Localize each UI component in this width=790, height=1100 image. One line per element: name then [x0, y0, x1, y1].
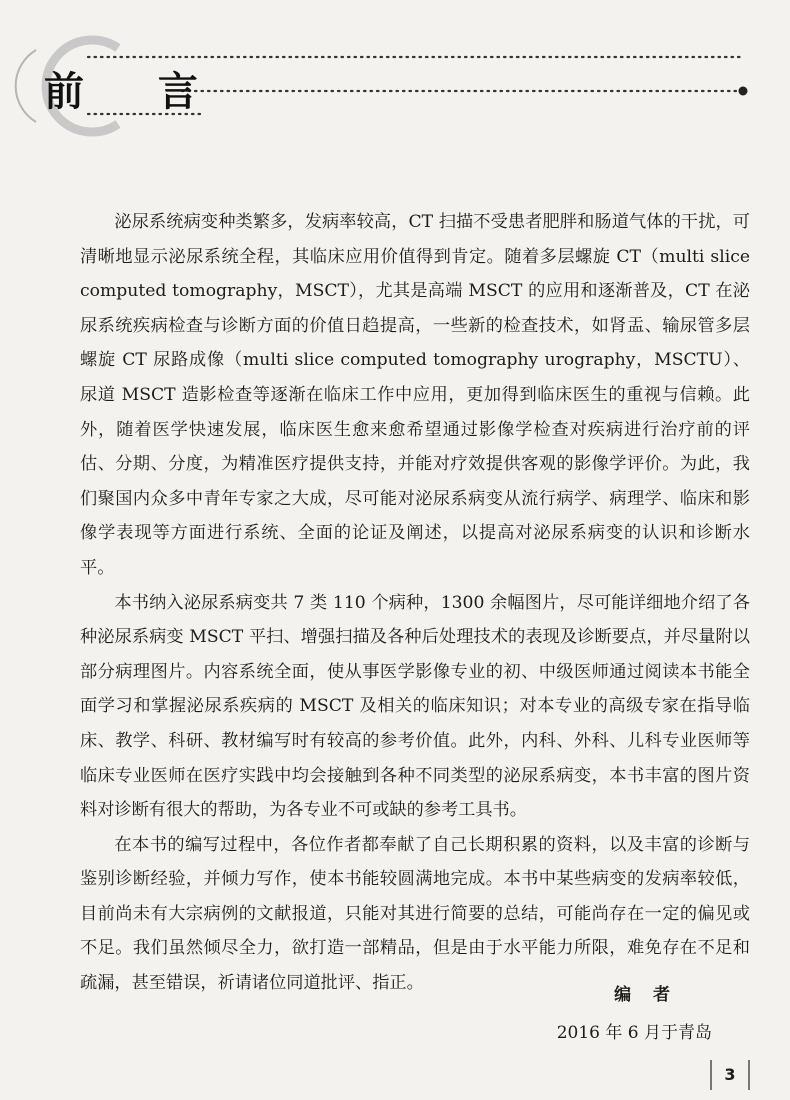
paragraph: 泌尿系统病变种类繁多，发病率较高，CT 扫描不受患者肥胖和肠道气体的干扰，可清晰地显示泌尿系统全程，其临床应用价值得到肯定。随着多层螺旋 CT（multi slice computed tomography，MSCT），尤其是高端 MSCT 的应用和逐渐普及，CT 在泌尿系统疾病检查与诊断方面的价值日趋提高，一些新的检查技术，如肾盂、输尿管多层螺旋 CT 尿路成像（multi slice computed tomography urography，MSCTU）、尿道 MSCT 造影检查等逐渐在临床工作中应用，更加得到临床医生的重视与信赖。此外，随着医学快速发展，临床医生愈来愈希望通过影像学检查对疾病进行治疗前的评估、分期、分度，为精准医疗提供支持，并能对疗效提供客观的影像学评价。为此，我们聚国内众多中青年专家之大成，尽可能对泌尿系病变从流行病学、病理学、临床和影像学表现等方面进行系统、全面的论证及阐述，以提高对泌尿系病变的认识和诊断水平。 — [80, 212, 750, 578]
signature: 编 者 — [614, 985, 678, 1005]
paragraph: 本书纳入泌尿系病变共 7 类 110 个病种，1300 余幅图片，尽可能详细地介绍了各种泌尿系病变 MSCT 平扫、增强扫描及各种后处理技术的表现及诊断要点，并尽量附以部分病理图片。内容系统全面，使从事医学影像专业的初、中级医师通过阅读本书能全面学习和掌握泌尿系疾病的 MSCT 及相关的临床知识；对本专业的高级专家在指导临床、教学、科研、教材编写时有较高的参考价值。此外，内科、外科、儿科专业医师等临床专业医师在医疗实践中均会接触到各种不同类型的泌尿系病变，本书丰富的图片资料对诊断有很大的帮助，为各专业不可或缺的参考工具书。 — [80, 592, 750, 821]
preface-body — [80, 205, 750, 1001]
page-title: 前 言 — [44, 69, 228, 115]
chapter-header — [0, 0, 790, 160]
date-location: 2016 年 6 月于青岛 — [556, 1023, 712, 1043]
page-number: 3 — [710, 1060, 750, 1090]
paragraph: 在本书的编写过程中，各位作者都奉献了自己长期积累的资料，以及丰富的诊断与鉴别诊断经验，并倾力写作，使本书能较圆满地完成。本书中某些病变的发病率较低，目前尚未有大宗病例的文献报道，只能对其进行简要的总结，可能尚存在一定的偏见或不足。我们虽然倾尽全力，欲打造一部精品，但是由于水平能力所限，难免存在不足和疏漏，甚至错误，祈请诸位同道批评、指正。 — [80, 834, 750, 994]
